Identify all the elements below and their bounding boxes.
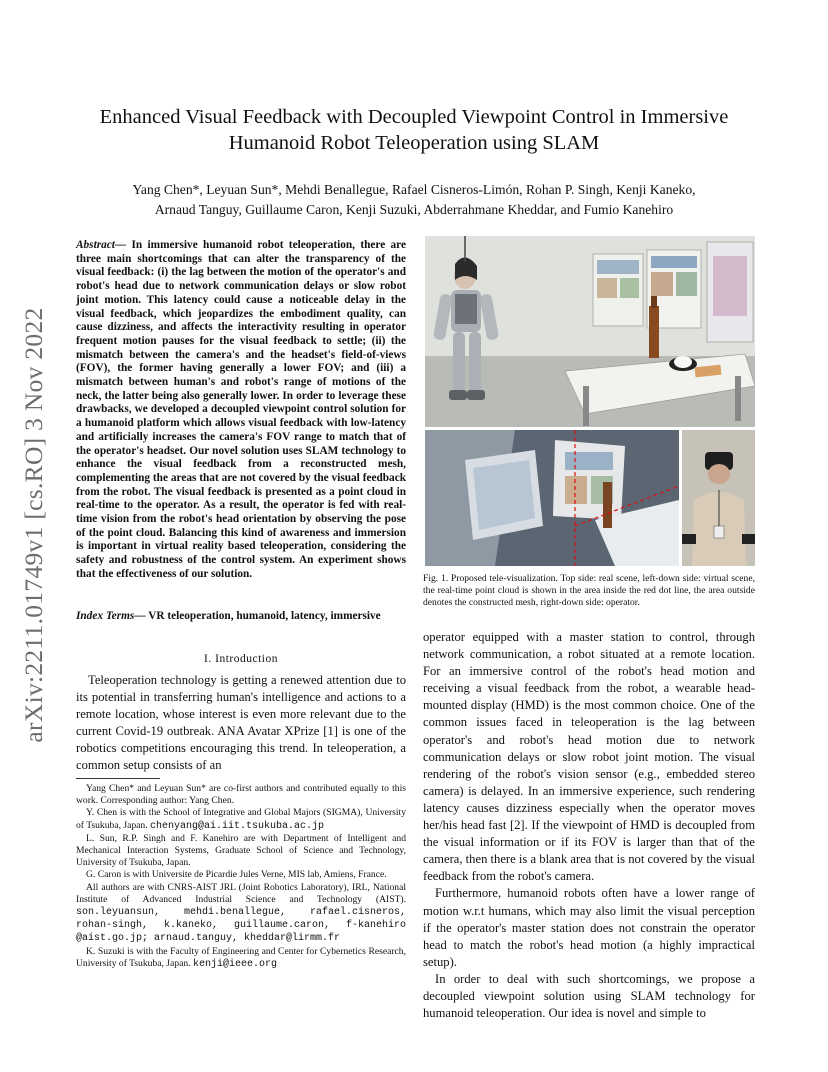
- figure-1: [425, 236, 755, 566]
- intro-paragraph-3: In order to deal with such shortcomings, we propose a decoupled viewpoint solution using SLAM technology for humanoid teleoperation. Our idea is novel and simple to: [423, 971, 755, 1021]
- footnote-all-authors: All authors are with CNRS-AIST JRL (Joint Robotics Laboratory), IRL, National Institute of Advanced Industrial Science and Technology (AIST). son.leyuansun, mehdi.benallegue, rafael.cisneros, rohan-singh, k.kaneko, guillaume.caron, f-kanehiro @aist.go.jp; arnaud.tanguy, kheddar@lirmm.fr: [76, 881, 406, 945]
- intro-paragraph-2: Furthermore, humanoid robots often have a lower range of motion w.r.t humans, which may also limit the visual perception if the operator's master station does not constrain the operator head to match the robot's head motion (a highly impractical setup).: [423, 886, 755, 969]
- email-chen: chenyang@ai.iit.tsukuba.ac.jp: [150, 820, 325, 832]
- intro-right-column: [423, 629, 755, 1022]
- index-terms: [76, 610, 406, 624]
- email-aist: son.leyuansun, mehdi.benallegue, rafael.cisneros, rohan-singh, k.kaneko, guillaume.caron, f-kanehiro @aist.go.jp; arnaud.tanguy, kheddar@lirmm.fr: [76, 907, 406, 945]
- section-heading-introduction: I. Introduction: [204, 653, 278, 665]
- paper-title: Enhanced Visual Feedback with Decoupled Viewpoint Control in Immersive Humanoid Robot Teleoperation using SLAM: [99, 106, 729, 154]
- footnotes: [76, 783, 406, 971]
- footnote-chen: Y. Chen is with the School of Integrative and Global Majors (SIGMA), University of Tsukuba, Japan. chenyang@ai.iit.tsukuba.ac.jp: [76, 807, 406, 832]
- virtual-scene-render: [425, 430, 679, 566]
- real-scene-photo: [425, 236, 755, 427]
- operator-photo: [682, 430, 755, 566]
- footnote-caron: G. Caron is with Universite de Picardie Jules Verne, MIS lab, Amiens, France.: [86, 869, 387, 881]
- email-suzuki: kenji@ieee.org: [192, 958, 277, 970]
- abstract-text: In immersive humanoid robot teleoperation, there are three main shortcomings that can alter the transparency of the visual feedback: (i) the lag between the motion of the operator's and robot's head due to network communication delays or slow robot joint motion. This latency could cause a noticeable delay in the visual feedback, which jeopardizes the embodiment quality, can cause dizziness, and affects the interactivity resulting in operator frequent motion pauses for the visual feedback to settle; (ii) the mismatch between the camera's and the headset's field-of-views (FOV), the former having generally a lower FOV; and (iii) a mismatch between human's and robot's range of motions of the neck, the latter being also generally lower. In order to leverage these drawbacks, we developed a decoupled viewpoint control solution for a humanoid platform which allows visual feedback with low-latency and artificially increases the camera's FOV range to match that of the operator's headset. Our novel solution uses SLAM technology to enhance the visual feedback from a reconstructed mesh, complementing the areas that are not covered by the visual feedback from the robot. The visual feedback is presented as a point cloud in real-time to the operator. As a result, the operator is fed with real-time vision from the robot's head orientation by observing the pose of the point cloud. Balancing this kind of awareness and immersion is important in virtual reality based teleoperation, considering the safety and robustness of the control system. An experiment shows that the effectiveness of our solution.: [76, 239, 406, 580]
- authors-line-1: Yang Chen*, Leyuan Sun*, Mehdi Benallegue, Rafael Cisneros-Limón, Rohan P. Singh, Kenji Kaneko,: [132, 182, 696, 197]
- footnote-cofirst: Yang Chen* and Leyuan Sun* are co-first authors and contributed equally to this work. Corresponding author: Yang Chen.: [76, 783, 406, 807]
- footnote-sun: L. Sun, R.P. Singh and F. Kanehiro are with Department of Intelligent and Mechanical Interaction Systems, Graduate School of Science and Technology, University of Tsukuba, Japan.: [76, 832, 406, 869]
- index-terms-label: Index Terms—: [76, 610, 146, 622]
- index-terms-text: VR teleoperation, humanoid, latency, immersive: [145, 610, 381, 622]
- footnote-rule: [76, 778, 160, 779]
- intro-paragraph-1: operator equipped with a master station to control, through network communication, a robot situated at a remote location. For an immersive control of the robot's head motion and receiving a visual feedback from the robot, a wearable head-mounted display (HMD) is the most common choice. One of the common issues faced in teleoperation is the lag between operator's and robot's head motion due to network communication delays or slow robot joint motion. The visual rendering of the robot's vision sensor (e.g., embedded stereo camera) is delayed. In an immersive experience, such rendering latency causes dizziness especially when the operator moves her/his head fast [2]. If the viewpoint of HMD is decoupled from the visual information or if its FOV is larger than that of the camera, then there is a blank area that is not covered by the visual feedback from the robot's camera.: [423, 630, 755, 884]
- figure-caption: Fig. 1. Proposed tele-visualization. Top side: real scene, left-down side: virtual scene, the real-time point cloud is shown in the area inside the red dot line, the area outside denotes the constructed mesh, right-down side: operator.: [423, 573, 755, 609]
- author-list: [80, 180, 748, 220]
- arxiv-id: arXiv:2211.01749v1 [cs.RO] 3 Nov 2022: [19, 307, 48, 743]
- authors-line-2: Arnaud Tanguy, Guillaume Caron, Kenji Suzuki, Abderrahmane Kheddar, and Fumio Kanehiro: [154, 202, 674, 217]
- arxiv-sidebar: [4, 290, 64, 760]
- abstract: [76, 239, 406, 582]
- abstract-label: Abstract—: [76, 239, 127, 251]
- intro-paragraph-left: Teleoperation technology is getting a renewed attention due to its potential in transferring human's intelligence and actions to a remote location, whose interest is even more relevant due to the current Covid-19 outbreak. ANA Avatar XPrize [1] is one of the robotics competitions encouraging this trend. In teleoperation, a common setup consists of an: [76, 673, 406, 773]
- footnote-suzuki: K. Suzuki is with the Faculty of Engineering and Center for Cybernetics Research, University of Tsukuba, Japan. kenji@ieee.org: [76, 945, 406, 970]
